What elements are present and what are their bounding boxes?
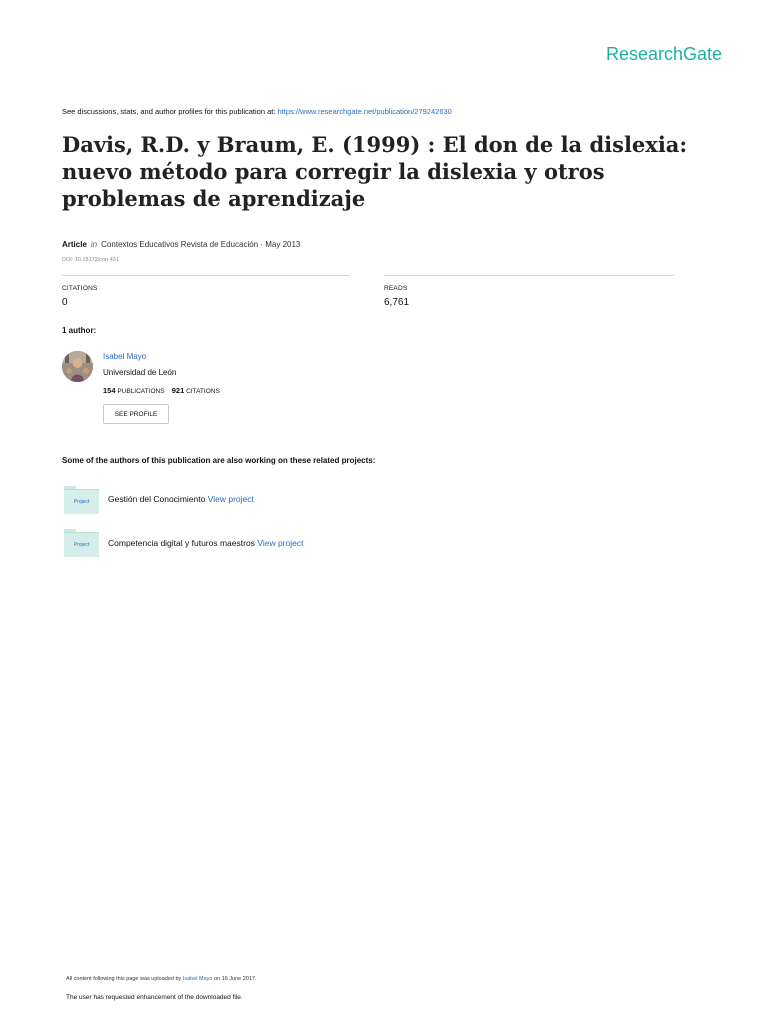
citations-label: CITATIONS bbox=[62, 285, 98, 292]
project-item bbox=[108, 538, 303, 548]
upload-suffix: on 16 June 2017. bbox=[214, 976, 257, 982]
author-publications-label: PUBLICATIONS bbox=[117, 388, 165, 395]
view-project-link[interactable]: View project bbox=[257, 538, 304, 548]
project-name: Competencia digital y futuros maestros bbox=[108, 538, 255, 548]
see-profile-button[interactable]: SEE PROFILE bbox=[103, 404, 169, 424]
avatar-photo-icon bbox=[62, 351, 93, 382]
related-projects-heading: Some of the authors of this publication are also working on these related projects: bbox=[62, 456, 376, 465]
project-name: Gestión del Conocimiento bbox=[108, 494, 206, 504]
see-discussions-line bbox=[62, 107, 452, 116]
citations-value: 0 bbox=[62, 297, 68, 308]
publication-type: Article bbox=[62, 240, 87, 249]
author-citations-label: CITATIONS bbox=[186, 388, 220, 395]
in-word: in bbox=[90, 240, 98, 249]
divider-citations bbox=[62, 275, 350, 276]
view-project-link[interactable]: View project bbox=[207, 494, 254, 504]
enhancement-note: The user has requested enhancement of the downloaded file. bbox=[66, 994, 243, 1001]
avatar[interactable] bbox=[62, 351, 93, 382]
project-folder-icon: Project bbox=[64, 489, 99, 514]
publication-url-link[interactable]: https://www.researchgate.net/publication/279242630 bbox=[277, 107, 452, 116]
publication-title: Davis, R.D. y Braum, E. (1999) : El don de la dislexia: nuevo método para corregir la dislexia y otros problemas de aprendizaje bbox=[62, 132, 688, 211]
upload-prefix: All content following this page was uploaded by bbox=[66, 976, 182, 982]
authors-heading: 1 author: bbox=[62, 326, 97, 335]
author-citations-count: 921 bbox=[171, 386, 185, 395]
author-publications-count: 154 bbox=[103, 386, 116, 395]
researchgate-logo[interactable]: ResearchGate bbox=[606, 44, 723, 64]
uploader-link[interactable]: Isabel Mayo bbox=[182, 976, 213, 982]
project-item bbox=[108, 494, 254, 504]
author-stats bbox=[103, 386, 220, 395]
project-icon[interactable] bbox=[64, 486, 99, 514]
doi: DOI: 10.18172/con.431 bbox=[62, 257, 119, 263]
reads-value: 6,761 bbox=[384, 297, 410, 308]
project-folder-icon: Project bbox=[64, 532, 99, 557]
upload-note bbox=[66, 976, 257, 982]
divider-reads bbox=[384, 275, 674, 276]
see-discussions-text: See discussions, stats, and author profiles for this publication at: bbox=[62, 107, 276, 116]
article-meta bbox=[62, 240, 300, 249]
author-name[interactable]: Isabel Mayo bbox=[103, 352, 147, 361]
project-icon[interactable] bbox=[64, 529, 99, 557]
journal-and-date[interactable]: Contextos Educativos Revista de Educación · May 2013 bbox=[101, 240, 301, 249]
reads-label: READS bbox=[384, 285, 408, 292]
author-institution: Universidad de León bbox=[103, 368, 177, 377]
